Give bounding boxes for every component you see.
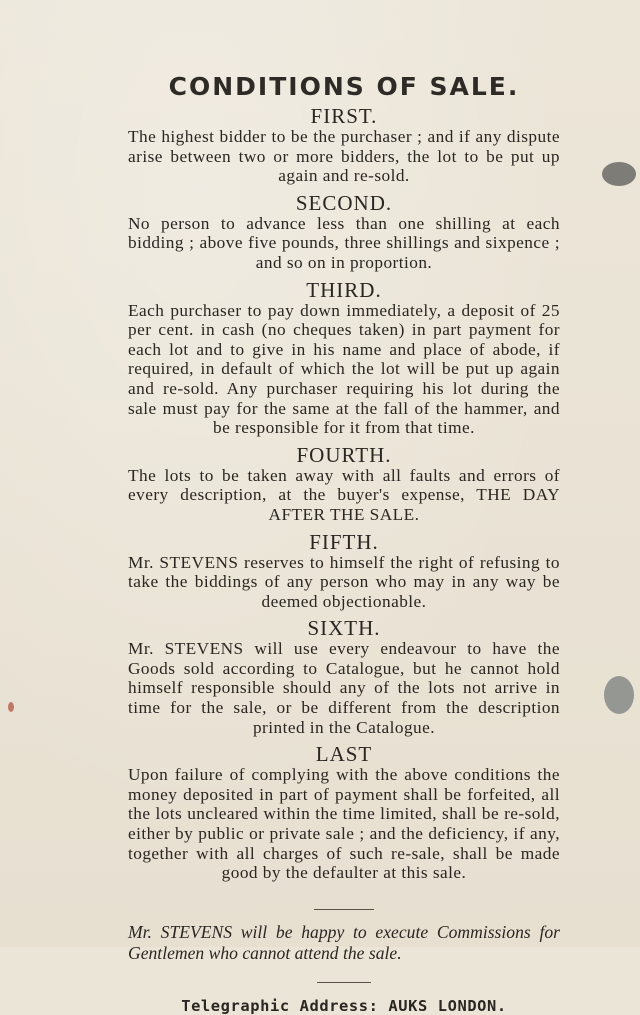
section-heading: SIXTH. — [307, 616, 381, 641]
paper-stain — [604, 676, 634, 714]
section-fourth — [128, 444, 560, 525]
section-heading: FIFTH. — [309, 529, 379, 554]
paper-stain — [8, 702, 14, 712]
section-text: Each purchaser to pay down immediately, a deposit of 25 per cent. in cash (no cheques taken) in part payment for each lot and to give in his name and place of abode, if required, in default of which the lot will be put up again and re-sold. Any purchaser requiring his lot during the sale must pay for the same at the fall of the hammer, and be responsible for it from that time. — [128, 300, 560, 438]
paper-stain — [602, 162, 636, 186]
divider-rule — [317, 982, 371, 983]
section-first — [128, 105, 560, 186]
commissions-note: Mr. STEVENS will be happy to execute Commissions for Gentlemen who cannot attend the sale. — [128, 921, 560, 963]
document-title: CONDITIONS OF SALE. — [168, 72, 520, 101]
section-sixth — [128, 617, 560, 737]
conditions-content — [128, 72, 560, 1015]
section-fifth — [128, 531, 560, 612]
section-second — [128, 192, 560, 273]
section-text: The lots to be taken away with all faults and errors of every description, at the buyer's expense, THE DAY AFTER THE SALE. — [128, 465, 560, 524]
section-text: Upon failure of complying with the above conditions the money deposited in part of payment shall be forfeited, all the lots uncleared within the time limited, shall be re-sold, either by public or private sale ; and the deficiency, if any, together with all charges of such re-sale, shall be made good by the defaulter at this sale. — [128, 765, 560, 883]
section-third — [128, 279, 560, 438]
section-heading: FIRST. — [310, 104, 378, 128]
divider-rule — [314, 909, 374, 910]
section-text: The highest bidder to be the purchaser ; and if any dispute arise between two or more bidders, the lot to be put up again and re-sold. — [128, 127, 560, 186]
section-heading: SECOND. — [295, 190, 393, 215]
telegraphic-address: Telegraphic Address: AUKS LONDON. — [181, 996, 507, 1015]
section-heading: FOURTH. — [296, 442, 392, 467]
section-text: No person to advance less than one shilling at each bidding ; above five pounds, three shillings and sixpence ; and so on in proportion. — [128, 213, 560, 272]
section-heading: LAST — [315, 742, 373, 767]
section-last — [128, 743, 560, 883]
section-heading: THIRD. — [306, 277, 382, 302]
section-text: Mr. STEVENS reserves to himself the right of refusing to take the biddings of any person who may in any way be deemed objectionable. — [128, 552, 560, 611]
section-text: Mr. STEVENS will use every endeavour to have the Goods sold according to Catalogue, but he cannot hold himself responsible should any of the lots not arrive in time for the sale, or be different from the description printed in the Catalogue. — [128, 639, 560, 737]
